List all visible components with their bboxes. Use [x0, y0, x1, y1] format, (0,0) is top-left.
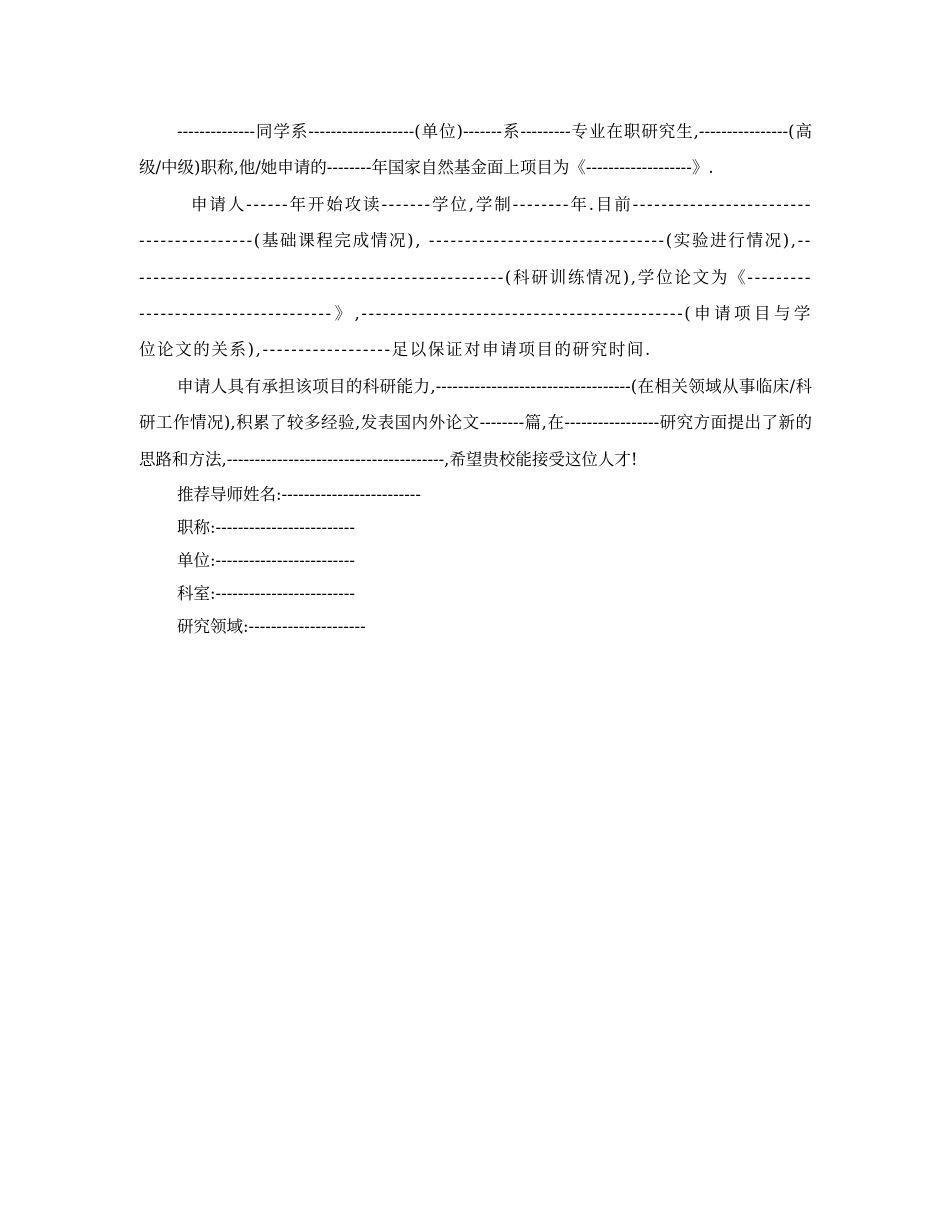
advisor-name-line: 推荐导师姓名:------------------------- [177, 485, 421, 505]
research-field-line: 研究领域:--------------------- [177, 617, 366, 637]
document-body [139, 114, 812, 643]
unit-line: 单位:------------------------- [177, 551, 355, 571]
paragraph-study-progress: 申请人------年开始攻读-------学位,学制--------年.目前-----------------------------------------(基础课程完成情况), ---------------------------------(实验进行情况),-----------------------------------------------------(科研训练情况),学位论文为《------------------------------------》,---------------------------------------------(申请项目与学位论文的关系),------------------足以保证对申请项目的研究时间. [139, 194, 812, 360]
department-line: 科室:------------------------- [177, 584, 355, 604]
signature-block [139, 478, 812, 643]
paragraph-research-ability: 申请人具有承担该项目的科研能力,-----------------------------------(在相关领域从事临床/科研工作情况),积累了较多经验,发表国内外论文--------篇,在-----------------研究方面提出了新的思路和方法,---------------------------------------,希望贵校能接受这位人才! [139, 376, 812, 469]
title-line: 职称:------------------------- [177, 518, 355, 538]
paragraph-student-info: --------------同学系-------------------(单位)-------系---------专业在职研究生,----------------(高级/中级)职称,他/她申请的--------年国家自然基金面上项目为《-------------------》. [139, 122, 812, 178]
